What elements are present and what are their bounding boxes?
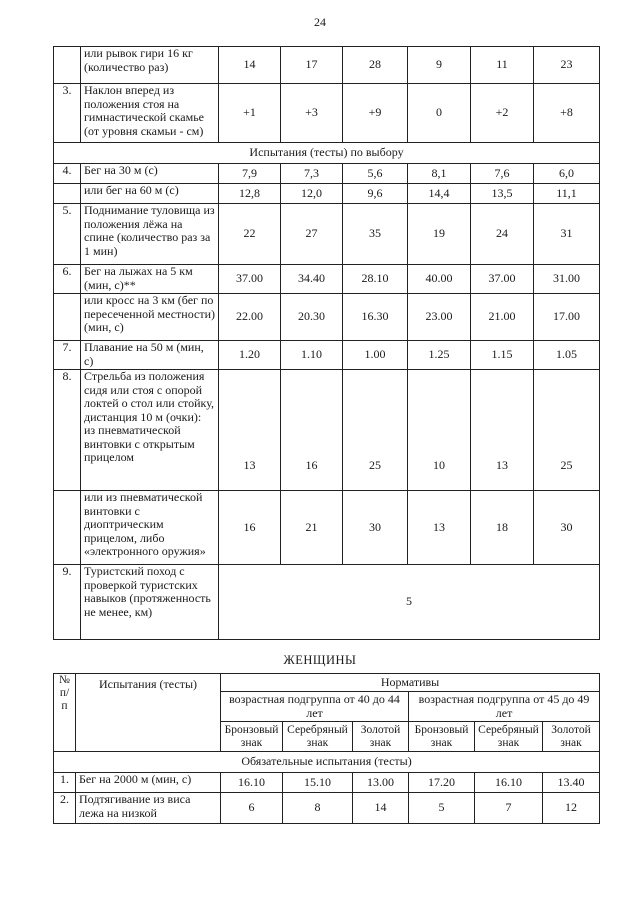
table-row bbox=[54, 184, 600, 204]
value-cell: 6,0 bbox=[534, 164, 600, 184]
test-name: Поднимание туловища из положения лёжа на спине (количество раз за 1 мин) bbox=[81, 204, 219, 265]
value-cell: 6 bbox=[221, 793, 283, 824]
value-cell: 30 bbox=[534, 491, 600, 565]
value-cell: 1.15 bbox=[471, 341, 534, 370]
section-heading: Испытания (тесты) по выбору bbox=[54, 143, 600, 164]
value-cell: 7 bbox=[475, 793, 543, 824]
value-cell: 11 bbox=[471, 47, 534, 84]
table-row bbox=[54, 491, 600, 565]
row-number: 4. bbox=[54, 164, 81, 184]
value-cell: 13.40 bbox=[543, 773, 600, 793]
row-number: 8. bbox=[54, 370, 81, 491]
value-cell: 21 bbox=[281, 491, 343, 565]
table-row bbox=[54, 793, 600, 824]
value-cell: 17 bbox=[281, 47, 343, 84]
value-cell: 9 bbox=[408, 47, 471, 84]
value-cell: 14 bbox=[353, 793, 409, 824]
value-cell: 22.00 bbox=[219, 294, 281, 341]
value-cell: 18 bbox=[471, 491, 534, 565]
section-row bbox=[54, 752, 600, 773]
value-cell: 12 bbox=[543, 793, 600, 824]
row-number: 1. bbox=[54, 773, 76, 793]
value-cell: 16 bbox=[281, 370, 343, 491]
value-cell: 8,1 bbox=[408, 164, 471, 184]
value-cell: 27 bbox=[281, 204, 343, 265]
value-cell: 28.10 bbox=[343, 265, 408, 294]
value-cell: 13.00 bbox=[353, 773, 409, 793]
badge-header: Серебряный знак bbox=[475, 722, 543, 752]
table-row bbox=[54, 265, 600, 294]
table-row bbox=[54, 565, 600, 640]
merged-value-cell: 5 bbox=[219, 565, 600, 640]
value-cell: 14,4 bbox=[408, 184, 471, 204]
page-number: 24 bbox=[314, 15, 326, 29]
men-norms-table bbox=[53, 46, 600, 640]
test-name: Бег на 30 м (с) bbox=[81, 164, 219, 184]
value-cell: 30 bbox=[343, 491, 408, 565]
value-cell: 1.20 bbox=[219, 341, 281, 370]
value-cell: 12,0 bbox=[281, 184, 343, 204]
table-row bbox=[54, 773, 600, 793]
value-cell: 21.00 bbox=[471, 294, 534, 341]
row-number bbox=[54, 491, 81, 565]
column-header-norms: Нормативы bbox=[221, 674, 600, 692]
badge-header: Золотой знак bbox=[543, 722, 600, 752]
value-cell: 24 bbox=[471, 204, 534, 265]
row-number: 7. bbox=[54, 341, 81, 370]
value-cell: 13,5 bbox=[471, 184, 534, 204]
value-cell: 17.20 bbox=[409, 773, 475, 793]
value-cell: 16.10 bbox=[221, 773, 283, 793]
value-cell: +9 bbox=[343, 84, 408, 143]
value-cell: 12,8 bbox=[219, 184, 281, 204]
table-row bbox=[54, 341, 600, 370]
value-cell: 1.05 bbox=[534, 341, 600, 370]
value-cell: 31.00 bbox=[534, 265, 600, 294]
table-row bbox=[54, 47, 600, 84]
value-cell: 23.00 bbox=[408, 294, 471, 341]
row-number: 3. bbox=[54, 84, 81, 143]
value-cell: 37.00 bbox=[219, 265, 281, 294]
value-cell: 22 bbox=[219, 204, 281, 265]
badge-header: Бронзовый знак bbox=[221, 722, 283, 752]
value-cell: 23 bbox=[534, 47, 600, 84]
column-header-test: Испытания (тесты) bbox=[76, 674, 221, 752]
test-name: или кросс на 3 км (бег по пересеченной местности) (мин, с) bbox=[81, 294, 219, 341]
age-group-40-44: возрастная подгруппа от 40 до 44 лет bbox=[221, 692, 409, 722]
value-cell: 10 bbox=[408, 370, 471, 491]
value-cell: 5 bbox=[409, 793, 475, 824]
row-number: 5. bbox=[54, 204, 81, 265]
badge-header: Бронзовый знак bbox=[409, 722, 475, 752]
value-cell: 19 bbox=[408, 204, 471, 265]
test-name: Плавание на 50 м (мин, с) bbox=[81, 341, 219, 370]
table-row bbox=[54, 370, 600, 491]
value-cell: 28 bbox=[343, 47, 408, 84]
column-header-number: № п/п bbox=[54, 674, 76, 752]
test-name: Стрельба из положения сидя или стоя с опорой локтей о стол или стойку, дистанция 10 м (очки): из пневматической винтовки с открытым прицелом bbox=[81, 370, 219, 491]
value-cell: 25 bbox=[534, 370, 600, 491]
value-cell: +8 bbox=[534, 84, 600, 143]
value-cell: 40.00 bbox=[408, 265, 471, 294]
value-cell: 13 bbox=[471, 370, 534, 491]
value-cell: 0 bbox=[408, 84, 471, 143]
value-cell: 7,6 bbox=[471, 164, 534, 184]
row-number: 2. bbox=[54, 793, 76, 824]
section-heading: Обязательные испытания (тесты) bbox=[54, 752, 600, 773]
section-row bbox=[54, 143, 600, 164]
table-row bbox=[54, 84, 600, 143]
value-cell: 31 bbox=[534, 204, 600, 265]
value-cell: 13 bbox=[219, 370, 281, 491]
value-cell: 34.40 bbox=[281, 265, 343, 294]
test-name: или из пневматической винтовки с диоптрическим прицелом, либо «электронного оружия» bbox=[81, 491, 219, 565]
value-cell: 13 bbox=[408, 491, 471, 565]
value-cell: 16 bbox=[219, 491, 281, 565]
value-cell: +3 bbox=[281, 84, 343, 143]
table-row bbox=[54, 164, 600, 184]
value-cell: +1 bbox=[219, 84, 281, 143]
header-row bbox=[54, 674, 600, 692]
table-row bbox=[54, 204, 600, 265]
value-cell: 7,9 bbox=[219, 164, 281, 184]
value-cell: 20.30 bbox=[281, 294, 343, 341]
badge-header: Серебряный знак bbox=[283, 722, 353, 752]
value-cell: 8 bbox=[283, 793, 353, 824]
value-cell: 16.30 bbox=[343, 294, 408, 341]
test-name: Бег на лыжах на 5 км (мин, с)** bbox=[81, 265, 219, 294]
value-cell: 7,3 bbox=[281, 164, 343, 184]
women-section-title: ЖЕНЩИНЫ bbox=[283, 653, 357, 667]
value-cell: 14 bbox=[219, 47, 281, 84]
value-cell: 37.00 bbox=[471, 265, 534, 294]
value-cell: 9,6 bbox=[343, 184, 408, 204]
value-cell: 1.25 bbox=[408, 341, 471, 370]
test-name: Подтягивание из виса лежа на низкой bbox=[76, 793, 221, 824]
value-cell: 5,6 bbox=[343, 164, 408, 184]
value-cell: 1.10 bbox=[281, 341, 343, 370]
row-number bbox=[54, 294, 81, 341]
value-cell: 11,1 bbox=[534, 184, 600, 204]
test-name: Бег на 2000 м (мин, с) bbox=[76, 773, 221, 793]
row-number: 6. bbox=[54, 265, 81, 294]
test-name: Туристский поход с проверкой туристских навыков (протяженность не менее, км) bbox=[81, 565, 219, 640]
women-norms-table bbox=[53, 673, 600, 824]
row-number: 9. bbox=[54, 565, 81, 640]
value-cell: 1.00 bbox=[343, 341, 408, 370]
value-cell: 35 bbox=[343, 204, 408, 265]
value-cell: 17.00 bbox=[534, 294, 600, 341]
test-name: или рывок гири 16 кг (количество раз) bbox=[81, 47, 219, 84]
badge-header: Золотой знак bbox=[353, 722, 409, 752]
test-name: или бег на 60 м (с) bbox=[81, 184, 219, 204]
age-group-45-49: возрастная подгруппа от 45 до 49 лет bbox=[409, 692, 600, 722]
table-row bbox=[54, 294, 600, 341]
row-number bbox=[54, 47, 81, 84]
value-cell: 25 bbox=[343, 370, 408, 491]
value-cell: 16.10 bbox=[475, 773, 543, 793]
value-cell: +2 bbox=[471, 84, 534, 143]
test-name: Наклон вперед из положения стоя на гимнастической скамье (от уровня скамьи - см) bbox=[81, 84, 219, 143]
row-number bbox=[54, 184, 81, 204]
value-cell: 15.10 bbox=[283, 773, 353, 793]
